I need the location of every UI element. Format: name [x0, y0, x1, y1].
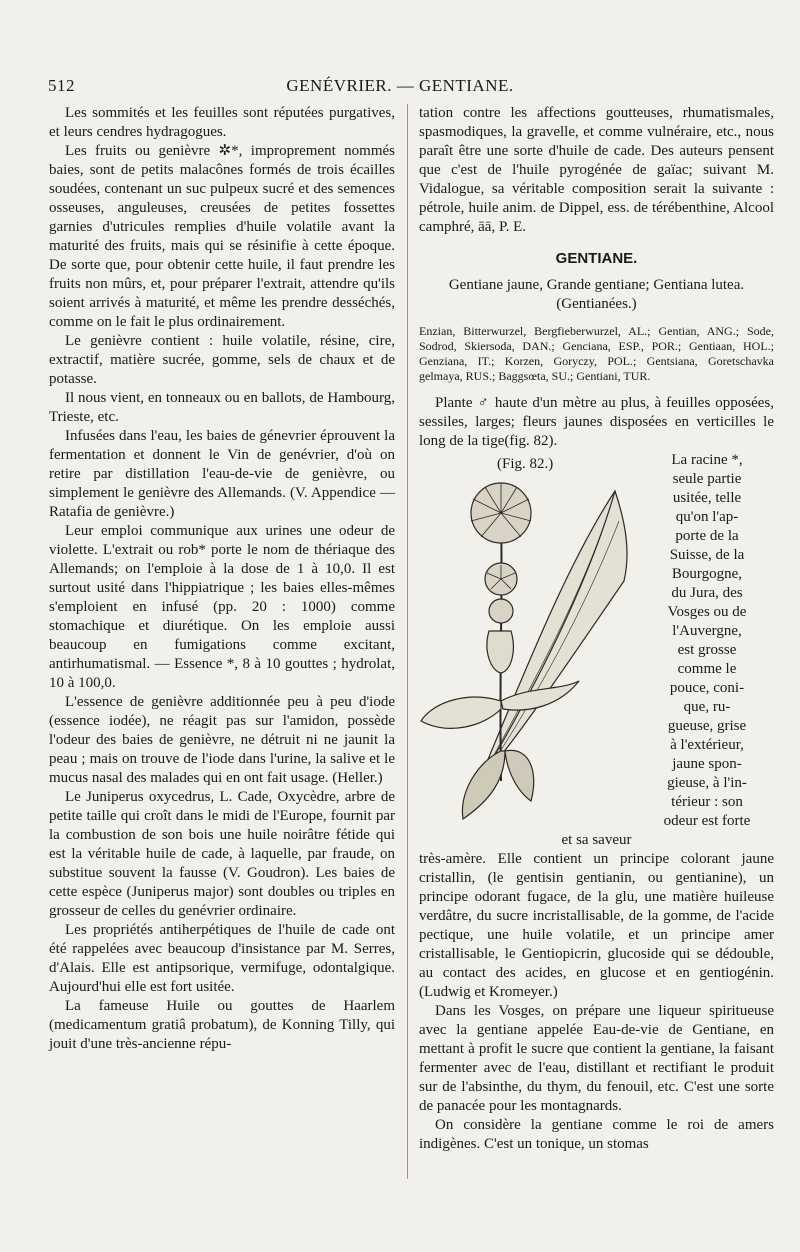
figure-side-line: Bourgogne,	[671, 566, 743, 582]
column-divider	[407, 104, 408, 1179]
figure-side-line: est grosse	[677, 642, 737, 658]
figure-side-line: odeur est forte	[663, 813, 751, 829]
left-column	[49, 104, 395, 1054]
paragraph: On considère la gentiane comme le roi de amers indigènes. C'est un tonique, un stomas	[419, 1117, 774, 1152]
paragraph: Il nous vient, en tonneaux ou en ballots, de Hambourg, Trieste, etc.	[49, 390, 395, 425]
paragraph: Les fruits ou genièvre ✲*, improprement nommés baies, sont de petits malacônes formés de trois écailles soudées, contenant un suc pulpeux sucré et des semences osseuses, anguleuses, creusées de petites fossettes garnies d'utricules remplies d'huile volatile avant la maturité des fruits, mais qui se résinifie à cette époque. De sorte que, pour obtenir cette huile, il faut prendre les fruits non mûrs, et, pour préparer l'extrait, attendre qu'ils soient arrivés à maturité, et même les prendre desséchés, comme on le fait le plus ordinairement.	[49, 143, 395, 330]
plant-description: Plante ♂ haute d'un mètre au plus, à feuilles opposées, sessiles, larges; fleurs jaunes disposées en verticilles le long de la tige(fig. 82).	[419, 395, 774, 449]
paragraph: Les propriétés antiherpétiques de l'huile de cade ont été rappelées avec beaucoup d'insistance par M. Serres, d'Alais. Elle est antipsorique, vermifuge, odontalgique. Aujourd'hui elle est fort usitée.	[49, 922, 395, 995]
paragraph: Leur emploi communique aux urines une odeur de violette. L'extrait ou rob* porte le nom de thériaque des Allemands; on l'emploie à la dose de 1 à 10,0. Il est surtout usité dans l'hippiatrique ; les baies elles-mêmes s'emploient en infusé (pp. 20 : 1000) comme stomachique et diurétique. On les emploie aussi beaucoup en fumigations comme excitant, antirhumatismal. — Essence *, 8 à 10 gouttes ; hydrolat, 10 à 100,0.	[49, 523, 395, 691]
right-column	[419, 104, 774, 1154]
paragraph: La fameuse Huile ou gouttes de Haarlem (medicamentum gratiâ probatum), de Konning Tilly, qui jouit d'une très-ancienne répu-	[49, 998, 395, 1052]
paragraph: L'essence de genièvre additionnée peu à peu d'iode (essence iodée), ne réagit pas sur l'amidon, possède l'odeur des baies de genièvre, ne détruit ni ne jaunit la peau ; mais on trouve de l'iode dans l'urine, la salive et le mucus nasal des malades qui en ont fait usage. (Heller.)	[49, 694, 395, 786]
paragraph: Infusées dans l'eau, les baies de génevrier éprouvent la fermentation et donnent le Vin de genévrier, d'où on retire par distillation l'eau-de-vie de genièvre, ou simplement le genièvre des Allemands. (V. Appendice — Ratafia de genièvre.)	[49, 428, 395, 520]
figure-side-line: à l'extérieur,	[670, 737, 744, 753]
gentian-illustration	[419, 451, 634, 821]
figure-caption: (Fig. 82.)	[497, 456, 554, 472]
entry-title: GENTIANE.	[555, 250, 638, 267]
paragraph: très-amère. Elle contient un principe colorant jaune cristallin, (le gentisin gentianin, ou gentianine), un principe odorant fugace, de la glu, une matière huileuse verdâtre, du sucre incristallisable, de la gomme, de l'acide pectique, une huile volatile, et un principe amer cristallisable, le Gentiopicrin, glucoside qui se dédouble, au contact des acides, en glucose et en gentiogénin. (Ludwig et Kromeyer.)	[419, 851, 774, 1000]
page-number: 512	[48, 76, 75, 95]
figure-side-line: gueuse, grise	[667, 718, 747, 734]
paragraph: Les sommités et les feuilles sont réputées purgatives, et leurs cendres hydragogues.	[49, 105, 395, 140]
paragraph: Le genièvre contient : huile volatile, résine, cire, extractif, matière sucrée, gomme, sels de chaux et de potasse.	[49, 333, 395, 387]
figure-side-line: que, ru-	[683, 699, 731, 715]
figure-side-line: pouce, coni-	[669, 680, 745, 696]
figure-side-line: et sa saveur	[561, 832, 632, 848]
figure-side-line: Vosges ou de	[667, 604, 747, 620]
running-header	[48, 76, 752, 100]
foreign-names-text: Enzian, Bitterwurzel, Bergfieberwurzel, AL.; Gentian, ANG.; Sode, Sodrod, Skiersoda, DAN.; Genciana, ESP., POR.; Gentiaan, HOL.; Genziana, IT.; Korzen, Goryczy, POL.; Gentsiana, Goretschavka gelmaya, RUS.; Baggsœta, SU.; Gentiani, TUR.	[419, 324, 774, 383]
paragraph: Le Juniperus oxycedrus, L. Cade, Oxycèdre, arbre de petite taille qui croît dans le midi de l'Europe, fournit par la combustion de son bois une huile noirâtre fétide qui est la véritable huile de cade, à laquelle, par fraude, on substitue souvent la fausse (V. Goudron). Les baies de cette espèce (Juniperus major) sont doubles ou triples en grosseur de celles du genévrier ordinaire.	[49, 789, 395, 919]
figure-side-line: térieur : son	[671, 794, 743, 810]
gentian-plant-drawing	[419, 451, 634, 821]
figure-side-line: l'Auvergne,	[672, 623, 742, 639]
figure-side-line: gieuse, à l'in-	[667, 775, 747, 791]
foreign-names	[419, 324, 774, 384]
figure-side-line: du Jura, des	[671, 585, 743, 601]
entry-synonyms: Gentiane jaune, Grande gentiane; Gentiana lutea. (Gentianées.)	[448, 277, 745, 312]
figure-side-line: seule partie	[672, 471, 742, 487]
figure-side-line: porte de la	[675, 528, 739, 544]
figure-side-line: La racine *,	[671, 452, 743, 468]
figure-side-line: qu'on l'ap-	[675, 509, 739, 525]
figure-side-line: comme le	[677, 661, 737, 677]
figure-block	[419, 451, 774, 850]
figure-side-line: Suisse, de la	[669, 547, 745, 563]
paragraph: Dans les Vosges, on prépare une liqueur spiritueuse avec la gentiane appelée Eau-de-vie de Gentiane, en mettant à profit le sucre que contient la gentiane, la faisant fermenter avec de l'eau, distillant et rectifiant le produit sur de l'absinthe, du thym, du fenouil, etc. C'est une sorte de panacée pour les montagnards.	[419, 1003, 774, 1114]
running-title: GENÉVRIER. — GENTIANE.	[286, 76, 514, 95]
figure-side-line: usitée, telle	[672, 490, 742, 506]
figure-side-line: jaune spon-	[672, 756, 742, 772]
paragraph: tation contre les affections goutteuses, rhumatismales, spasmodiques, la gravelle, et comme vulnéraire, etc., nous paraît être une sorte d'huile de cade. Des auteurs pensent que c'est de l'huile pyrogénée de gaïac; suivant M. Vidalogue, sa véritable composition serait la suivante : pétrole, huile anim. de Dippel, ess. de térébenthine, Alcool camphré, āā, P. E.	[419, 105, 774, 235]
